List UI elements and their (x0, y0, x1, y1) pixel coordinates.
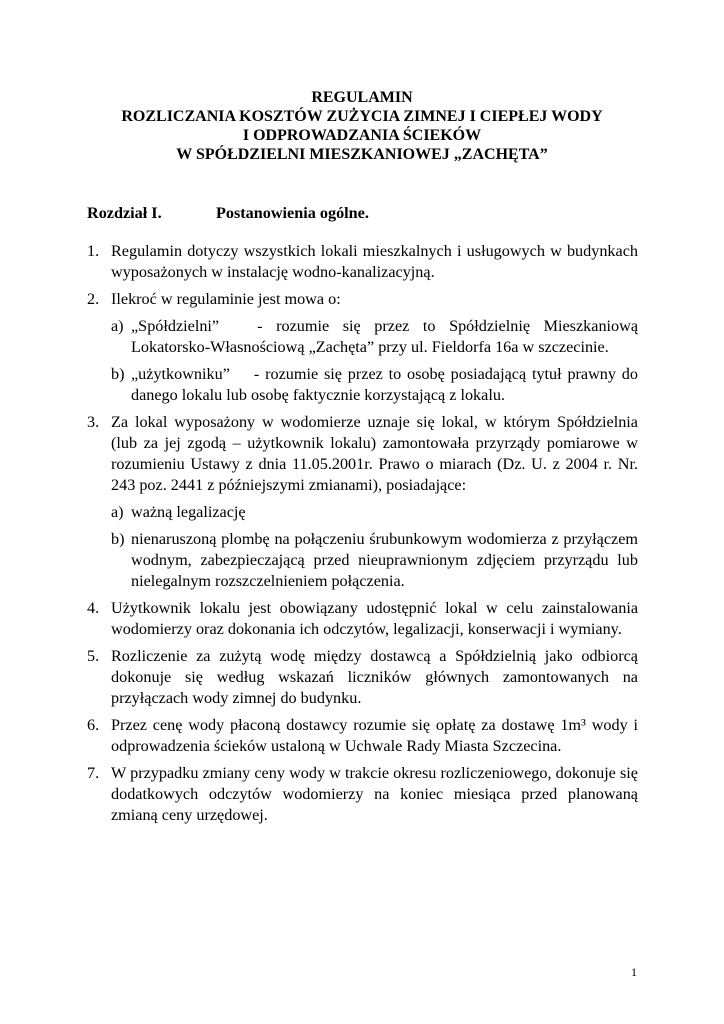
document-title (0, 88, 724, 164)
item-number: 4. (87, 599, 100, 617)
sub-item-term: „użytkowniku” (131, 365, 230, 383)
list-item (87, 289, 638, 406)
sub-item-letter: b) (111, 530, 125, 548)
sub-item-text: ważną legalizację (131, 503, 246, 521)
item-number: 1. (87, 242, 100, 260)
item-text: Za lokal wyposażony w wodomierze uznaje się lokal, w którym Spółdzielnia (lub za jej zgodą – użytkownik lokalu) zamontowała przyrządy pomiarowe w rozumieniu Ustawy z dnia 11.05.2001r. Prawo o miarach (Dz. U. z 2004 r. Nr. 243 poz. 2441 z późniejszymi zmianami), posiadające: (111, 413, 638, 494)
list-item (87, 412, 638, 592)
item-number: 5. (87, 647, 100, 665)
sub-item-letter: a) (111, 317, 124, 335)
list-item (87, 763, 638, 826)
chapter-title: Postanowienia ogólne. (216, 204, 369, 222)
item-text: W przypadku zmiany ceny wody w trakcie okresu rozliczeniowego, dokonuje się dodatkowych odczytów wodomierzy na koniec miesiąca przed planowaną zmianą ceny urzędowej. (111, 764, 638, 824)
title-line-4: W SPÓŁDZIELNI MIESZKANIOWEJ „ZACHĘTA” (176, 146, 548, 163)
item-text: Przez cenę wody płaconą dostawcy rozumie się opłatę za dostawę 1m³ wody i odprowadzenia ścieków ustaloną w Uchwale Rady Miasta Szczecina. (111, 716, 638, 755)
sub-item-letter: a) (111, 503, 124, 521)
sub-item-term: „Spółdzielni” (131, 317, 220, 335)
page-number: 1 (631, 965, 637, 979)
title-line-2: ROZLICZANIA KOSZTÓW ZUŻYCIA ZIMNEJ I CIEPŁEJ WODY (121, 108, 603, 125)
chapter-number: Rozdział I. (87, 204, 162, 222)
sub-item-text: nienaruszoną plombę na połączeniu śrubunkowym wodomierza z przyłączem wodnym, zabezpieczającą przed nieuprawnionym zdjęciem przyrządu lub nielegalnym rozszczelnieniem połączenia. (131, 530, 638, 590)
item-number: 6. (87, 716, 100, 734)
list-item (87, 715, 638, 757)
list-item (87, 241, 638, 283)
sub-item (111, 364, 638, 406)
regulation-list (87, 241, 638, 832)
item-number: 7. (87, 764, 100, 782)
sub-item (111, 529, 638, 592)
sub-item-text: - rozumie się przez to osobę posiadającą tytuł prawny do danego lokalu lub osobę faktycznie korzystającą z lokalu. (131, 365, 638, 404)
list-item (87, 598, 638, 640)
sub-item (111, 316, 638, 358)
sub-item-letter: b) (111, 365, 125, 383)
list-item (87, 646, 638, 709)
item-text: Ilekroć w regulaminie jest mowa o: (111, 290, 341, 308)
item-text: Użytkownik lokalu jest obowiązany udostępnić lokal w celu zainstalowania wodomierzy oraz dokonania ich odczytów, legalizacji, konserwacji i wymiany. (111, 599, 638, 638)
sub-item-text: - rozumie się przez to Spółdzielnię Mieszkaniową Lokatorsko-Własnościową „Zachęta” przy ul. Fieldorfa 16a w szczecinie. (131, 317, 638, 356)
title-line-3: I ODPROWADZANIA ŚCIEKÓW (242, 127, 482, 144)
chapter-heading (87, 203, 647, 224)
item-number: 2. (87, 290, 100, 308)
sub-item (111, 502, 638, 523)
title-line-1: REGULAMIN (311, 89, 413, 106)
item-number: 3. (87, 413, 100, 431)
item-text: Rozliczenie za zużytą wodę między dostawcą a Spółdzielnią jako odbiorcą dokonuje się według wskazań liczników głównych zamontowanych na przyłączach wody zimnej do budynku. (111, 647, 638, 707)
item-text: Regulamin dotyczy wszystkich lokali mieszkalnych i usługowych w budynkach wyposażonych w instalację wodno-kanalizacyjną. (111, 242, 638, 281)
